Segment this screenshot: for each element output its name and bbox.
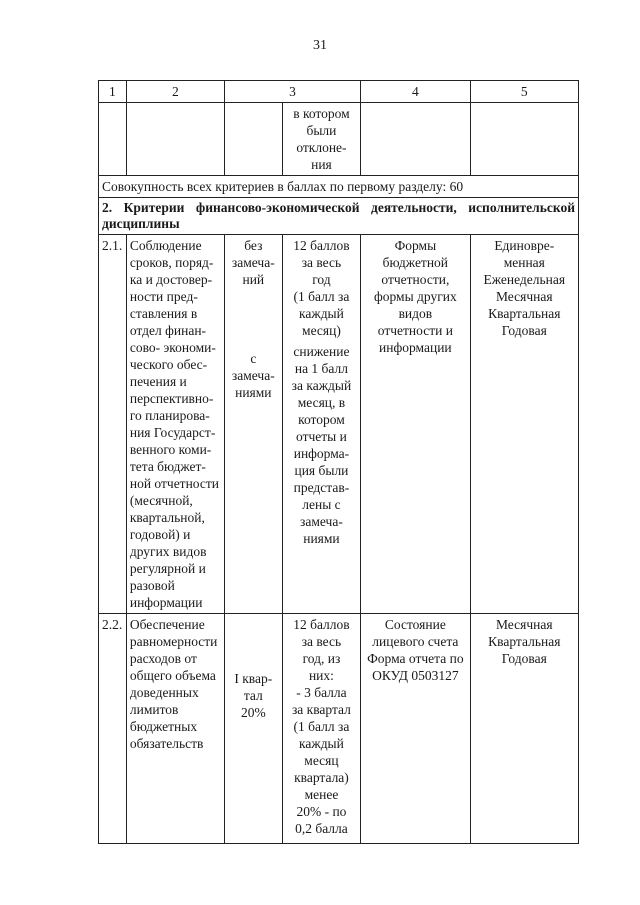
table-row	[99, 614, 579, 844]
row-2-2-points: 12 баллов за весь год, из них: - 3 балла за квартал (1 балл за каждый месяц квартала) менее 20% - по 0,2 балла	[282, 614, 360, 844]
row-2-2-number: 2.2.	[99, 614, 127, 844]
row-2-1-condition-b: с замеча- ниями	[231, 351, 275, 400]
section1-summary: Совокупность всех критериев в баллах по первому разделу: 60	[99, 176, 579, 198]
row-2-1-points-b: снижение на 1 балл за каждый месяц, в котором отчеты и информа- ция были представ- лены с замеча- ниями	[291, 344, 352, 546]
cont-cell-num	[99, 103, 127, 176]
row-2-2-condition	[224, 614, 282, 844]
row-2-2-condition-text: I квар- тал 20%	[234, 671, 273, 720]
header-col-3: 3	[224, 81, 360, 103]
cont-cell-points: в котором были отклоне- ния	[282, 103, 360, 176]
section2-title: 2. Критерии финансово-экономической деятельности, исполнительской дисциплины	[99, 198, 579, 235]
table-row	[99, 235, 579, 614]
row-2-1-forms: Формы бюджетной отчетности, формы других видов отчетности и информации	[361, 235, 470, 614]
table-row-continuation	[99, 103, 579, 176]
criteria-table	[98, 80, 579, 844]
row-2-2-criterion: Обеспечение равномерности расходов от общего объема доведенных лимитов бюджетных обязательств	[126, 614, 224, 844]
row-2-1-criterion: Соблюдение сроков, поряд- ка и достовер- ности пред- ставления в отдел финан- сово- экономи- ческого обес- печения и перспективно- го планирова- ния Государст- венного коми- тета бюджет- ной отчетности (месячной, квартальной, годовой) и других видов регулярной и разовой информации	[126, 235, 224, 614]
row-2-1-condition	[224, 235, 282, 614]
section-title-row	[99, 198, 579, 235]
cont-cell-condition	[224, 103, 282, 176]
summary-row	[99, 176, 579, 198]
row-2-2-forms: Состояние лицевого счета Форма отчета по ОКУД 0503127	[361, 614, 470, 844]
row-2-2-periodicity: Месячная Квартальная Годовая	[470, 614, 578, 844]
row-2-1-points	[282, 235, 360, 614]
cont-cell-forms	[361, 103, 470, 176]
row-2-1-periodicity: Единовре- менная Еженедельная Месячная Квартальная Годовая	[470, 235, 578, 614]
header-col-5: 5	[470, 81, 578, 103]
table-header-row	[99, 81, 579, 103]
row-2-1-number: 2.1.	[99, 235, 127, 614]
page-number: 31	[313, 38, 327, 53]
header-col-4: 4	[361, 81, 470, 103]
header-col-2: 2	[126, 81, 224, 103]
row-2-1-points-a: 12 баллов за весь год (1 балл за каждый месяц)	[293, 238, 350, 338]
cont-cell-criterion	[126, 103, 224, 176]
header-col-1: 1	[99, 81, 127, 103]
row-2-1-condition-a: без замеча- ний	[231, 238, 275, 287]
cont-cell-periodicity	[470, 103, 578, 176]
